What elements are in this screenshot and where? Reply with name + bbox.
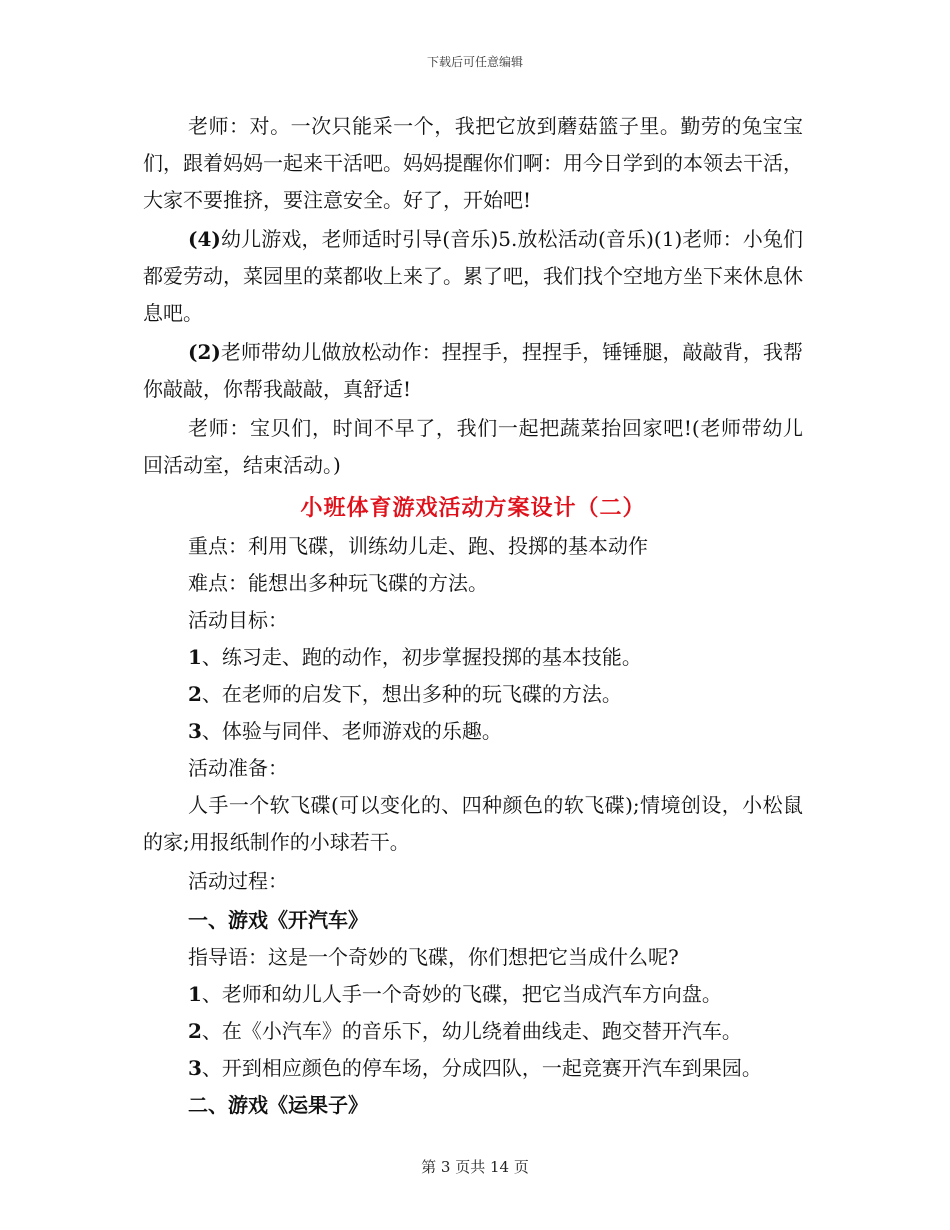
- item-number: 2: [188, 1019, 202, 1043]
- difficulty: 难点：能想出多种玩飞碟的方法。: [188, 571, 488, 595]
- page-header: 下载后可任意编辑: [426, 55, 523, 69]
- paragraph-teacher-end: 老师：宝贝们，时间不早了，我们一起把蔬菜抬回家吧!(老师带幼儿回活动室，结束活动。): [143, 416, 803, 477]
- step-item: [143, 976, 803, 1013]
- paragraph-relax-actions: [143, 334, 803, 408]
- item-number: (2): [188, 340, 221, 364]
- goal-item: [143, 713, 803, 750]
- paragraph-children-game: [143, 221, 803, 332]
- step-item: [143, 1050, 803, 1087]
- process-label: 活动过程：: [188, 869, 288, 893]
- paragraph-teacher-basket: 老师：对。一次只能采一个，我把它放到蘑菇篮子里。勤劳的兔宝宝们，跟着妈妈一起来干活吧。妈妈提醒你们啊：用今日学到的本领去干活，大家不要推挤，要注意安全。好了，开始吧!: [143, 114, 803, 212]
- document-body: [143, 108, 803, 1124]
- key-point: 重点：利用飞碟，训练幼儿走、跑、投掷的基本动作: [188, 534, 648, 558]
- step-item: [143, 1013, 803, 1050]
- goal-text: 、在老师的启发下，想出多种的玩飞碟的方法。: [201, 682, 622, 706]
- step-text: 、开到相应颜色的停车场，分成四队，一起竞赛开汽车到果园。: [201, 1056, 762, 1080]
- guide-text: 指导语：这是一个奇妙的飞碟，你们想把它当成什么呢?: [188, 945, 679, 969]
- step-text: 、老师和幼儿人手一个奇妙的飞碟，把它当成汽车方向盘。: [201, 982, 722, 1006]
- goal-text: 、体验与同伴、老师游戏的乐趣。: [201, 719, 502, 743]
- item-number: 1: [188, 982, 202, 1006]
- goal-item: [143, 639, 803, 676]
- game2-heading: 二、游戏《运果子》: [188, 1093, 368, 1117]
- section-title: 小班体育游戏活动方案设计（二）: [300, 495, 646, 521]
- prep-text: 人手一个软飞碟(可以变化的、四种颜色的软飞碟);情境创设，小松鼠的家;用报纸制作的小球若干。: [143, 793, 803, 854]
- goals-label: 活动目标：: [188, 608, 288, 632]
- goal-text: 、练习走、跑的动作，初步掌握投掷的基本技能。: [201, 645, 642, 669]
- page-footer: 第 3 页共 14 页: [421, 1158, 529, 1176]
- item-number: (4): [188, 227, 221, 251]
- step-text: 、在《小汽车》的音乐下，幼儿绕着曲线走、跑交替开汽车。: [201, 1019, 742, 1043]
- item-number: 3: [188, 719, 202, 743]
- paragraph-text: 幼儿游戏，老师适时引导(音乐)5.放松活动(音乐)(1)老师：小兔们都爱劳动，菜园里的菜都收上来了。累了吧，我们找个空地方坐下来休息休息吧。: [143, 227, 803, 325]
- game1-heading: 一、游戏《开汽车》: [188, 908, 368, 932]
- paragraph-text: 老师带幼儿做放松动作：捏捏手，捏捏手，锤锤腿，敲敲背，我帮你敲敲，你帮我敲敲，真舒适!: [143, 340, 803, 401]
- item-number: 3: [188, 1056, 202, 1080]
- prep-label: 活动准备：: [188, 756, 288, 780]
- item-number: 1: [188, 645, 202, 669]
- item-number: 2: [188, 682, 202, 706]
- goal-item: [143, 676, 803, 713]
